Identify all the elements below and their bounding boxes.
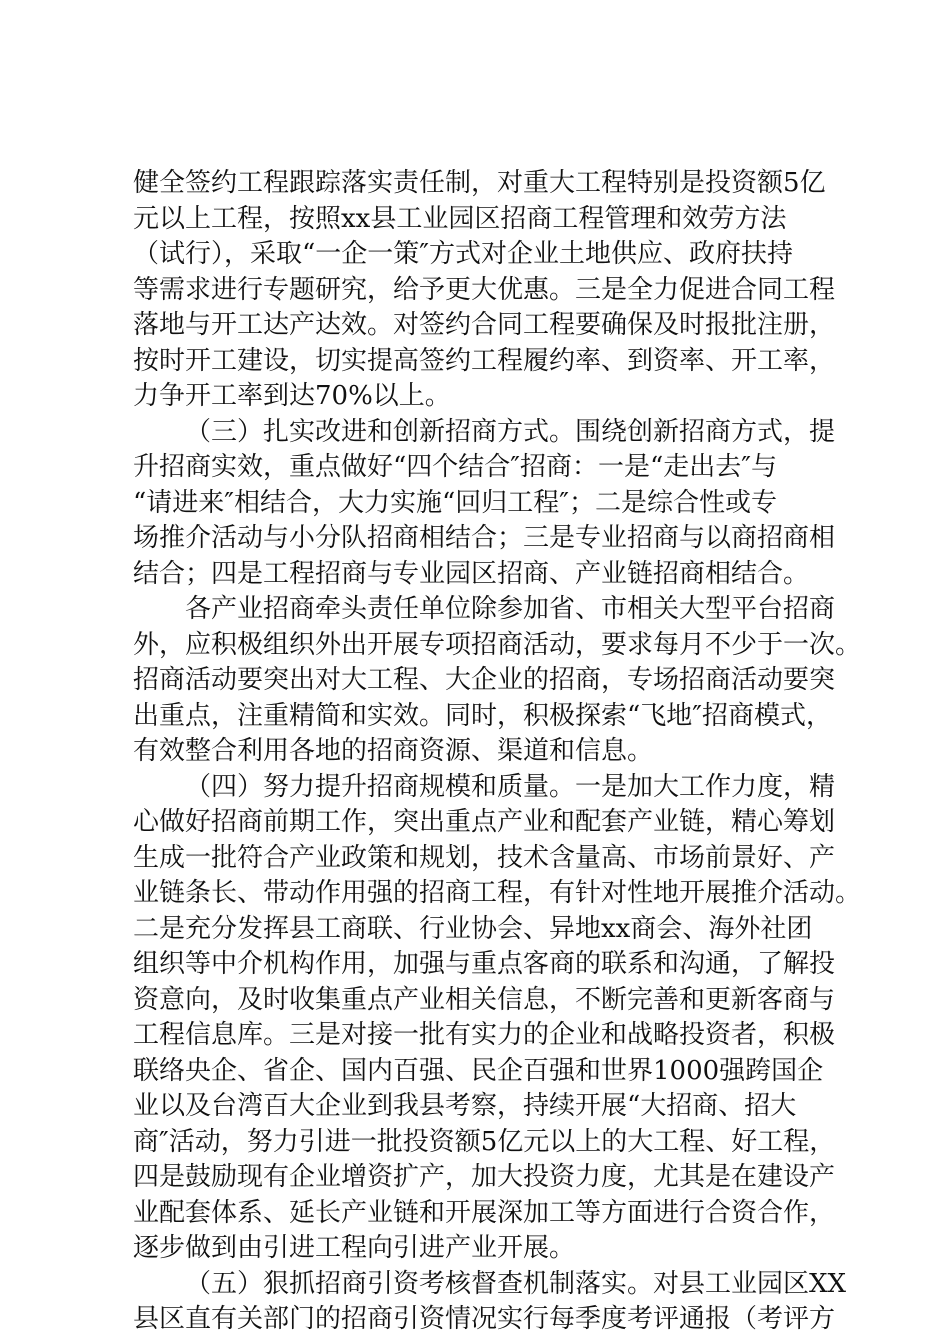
text-line: 业以及台湾百大企业到我县考察，持续开展“大招商、招大 [133, 1091, 797, 1121]
text-line: 出重点，注重精简和实效。同时，积极探索“飞地″招商模式， [133, 700, 833, 731]
text-line: 升招商实效，重点做好“四个结合″招商：一是“走出去″与 [133, 452, 778, 482]
text-line: 健全签约工程跟踪落实责任制，对重大工程特别是投资额5亿 [133, 168, 826, 198]
text-line: 工程信息库。三是对接一批有实力的企业和战略投资者，积极 [133, 1020, 836, 1050]
text-line: 资意向，及时收集重点产业相关信息，不断完善和更新客商与 [133, 984, 836, 1015]
text-line: 心做好招商前期工作，突出重点产业和配套产业链，精心筹划 [133, 807, 836, 837]
text-line: 有效整合利用各地的招商资源、渠道和信息。 [133, 736, 654, 766]
text-line: 力争开工率到达70%以上。 [133, 381, 451, 411]
paragraph-first-line: （三）扎实改进和创新招商方式。围绕创新招商方式，提 [185, 416, 836, 447]
text-line: 联络央企、省企、国内百强、民企百强和世界1000强跨国企 [133, 1055, 824, 1086]
text-line: 外，应积极组织外出开展专项招商活动，要求每月不少于一次。 [133, 629, 862, 660]
text-line: 按时开工建设，切实提高签约工程履约率、到资率、开工率， [133, 345, 836, 376]
text-line: 业链条长、带动作用强的招商工程，有针对性地开展推介活动。 [133, 878, 862, 908]
text-line: 二是充分发挥县工商联、行业协会、异地xx商会、海外社团 [133, 913, 813, 944]
text-line: 生成一批符合产业政策和规划，技术含量高、市场前景好、产 [133, 842, 836, 873]
text-line: 组织等中介机构作用，加强与重点客商的联系和沟通，了解投 [133, 949, 836, 979]
paragraph-first-line: （五）狠抓招商引资考核督查机制落实。对县工业园区XX [185, 1268, 847, 1299]
text-line: 落地与开工达产达效。对签约合同工程要确保及时报批注册， [133, 310, 836, 340]
text-line: 招商活动要突出对大工程、大企业的招商，专场招商活动要突 [133, 665, 836, 695]
text-line: 结合；四是工程招商与专业园区招商、产业链招商相结合。 [133, 558, 810, 589]
text-line: 业配套体系、延长产业链和开展深加工等方面进行合资合作， [133, 1197, 836, 1228]
text-line: 等需求进行专题研究，给予更大优惠。三是全力促进合同工程 [133, 274, 836, 305]
text-line: 场推介活动与小分队招商相结合；三是专业招商与以商招商相 [133, 523, 836, 553]
text-line: 逐步做到由引进工程向引进产业开展。 [133, 1233, 576, 1263]
text-line: （试行），采取“一企一策″方式对企业土地供应、政府扶持 [133, 239, 794, 269]
text-line: 元以上工程，按照xx县工业园区招商工程管理和效劳方法 [133, 203, 787, 234]
text-line: 四是鼓励现有企业增资扩产，加大投资力度，尤其是在建设产 [133, 1162, 836, 1192]
paragraph-first-line: （四）努力提升招商规模和质量。一是加大工作力度，精 [185, 771, 836, 802]
text-line: “请进来″相结合，大力实施“回归工程″；二是综合性或专 [133, 487, 778, 518]
text-line: 商″活动，努力引进一批投资额5亿元以上的大工程、好工程， [133, 1126, 836, 1157]
document-body [133, 166, 862, 1338]
paragraph-first-line: 各产业招商牵头责任单位除参加省、市相关大型平台招商 [185, 594, 836, 624]
text-line: 县区直有关部门的招商引资情况实行每季度考评通报（考评方 [133, 1304, 836, 1334]
